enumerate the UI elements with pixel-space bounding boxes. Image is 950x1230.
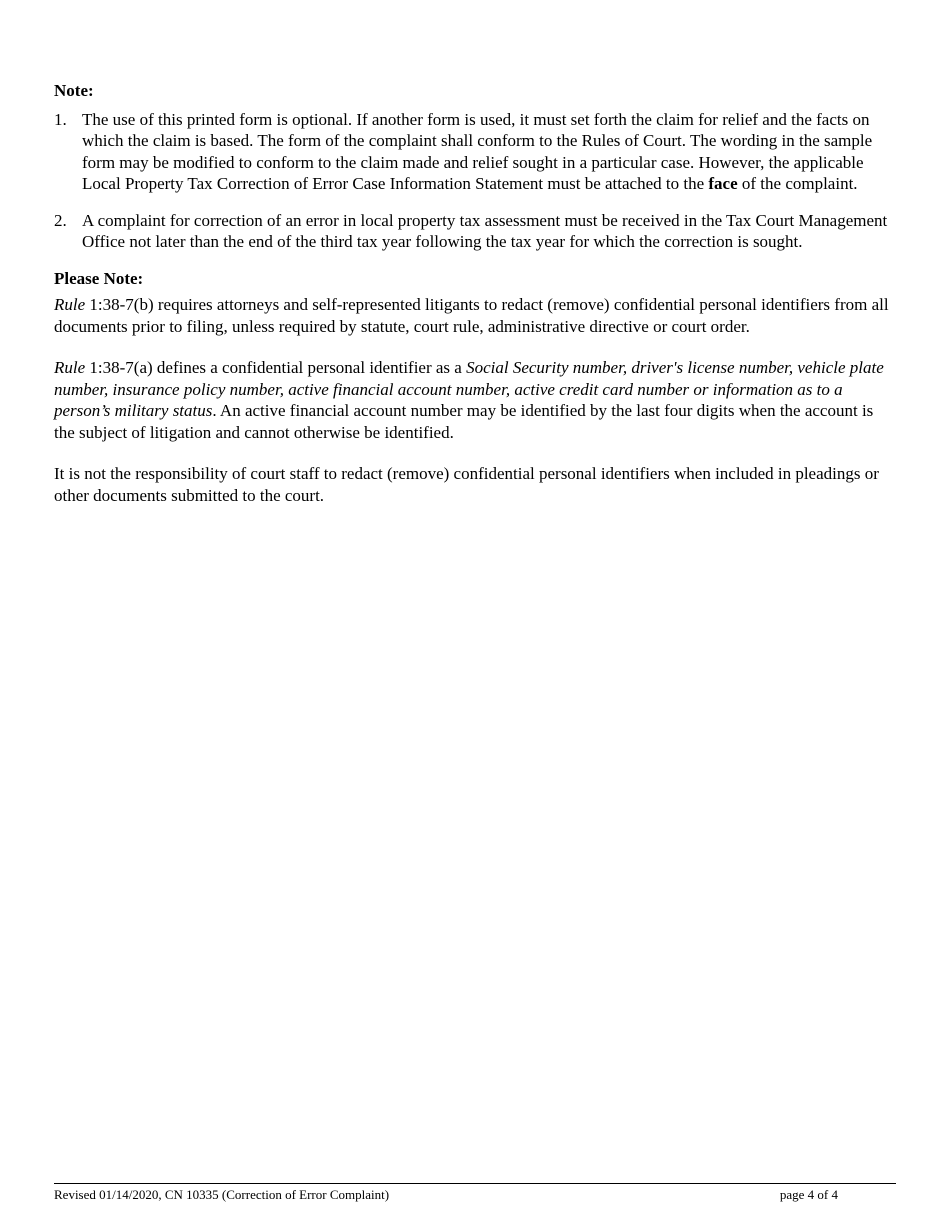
note-number: 1. (54, 109, 67, 129)
paragraph-text: . An active financial account number may be identified by the last four digits when the account is the subject of litigation and cannot otherwise be identified. (54, 401, 874, 442)
rule-b-paragraph (54, 294, 896, 337)
staff-responsibility-paragraph: It is not the responsibility of court staff to redact (remove) confidential personal identifiers when included in pleadings or other documents submitted to the court. (54, 464, 879, 505)
page-footer (54, 1183, 896, 1203)
note-list (54, 109, 896, 253)
page-number: page 4 of 4 (779, 1187, 838, 1202)
rule-a-paragraph (54, 357, 896, 443)
note-text-part: The use of this printed form is optional. If another form is used, it must set forth the claim for relief and the facts on which the claim is based. The form of the complaint shall conform to the Rules of Court. The wording in the sample form may be modified to conform to the claim made and relief sought in a particular case. However, the applicable Local Property Tax Correction of Error Case Information Statement must be attached to the (82, 109, 873, 193)
note-text-bold: face (708, 174, 738, 193)
paragraph-text: 1:38-7(a) defines a confidential personal identifier as a (85, 358, 467, 377)
document-body (54, 80, 896, 526)
revision-info: Revised 01/14/2020, CN 10335 (Correction of Error Complaint) (54, 1187, 390, 1202)
note-item-2 (54, 210, 896, 253)
note-text: A complaint for correction of an error in local property tax assessment must be received in the Tax Court Management Office not later than the end of the third tax year following the tax year for which the correction is sought. (82, 210, 888, 251)
rule-label: Rule (54, 358, 86, 377)
paragraph-text: 1:38-7(b) requires attorneys and self-represented litigants to redact (remove) confidential personal identifiers from all documents prior to filing, unless required by statute, court rule, administrative directive or court order. (54, 295, 889, 336)
please-note-heading: Please Note: (54, 268, 144, 288)
note-heading: Note: (54, 81, 94, 100)
note-text (82, 109, 896, 195)
identifier-list: Social Security number, driver's license number, vehicle plate number, insurance policy number, active financial account number, active credit card number or information as to a person’s military status (54, 358, 884, 420)
note-item-1 (54, 109, 896, 195)
rule-label: Rule (54, 295, 86, 314)
note-number: 2. (54, 210, 67, 230)
note-text-part: of the complaint. (737, 174, 858, 193)
